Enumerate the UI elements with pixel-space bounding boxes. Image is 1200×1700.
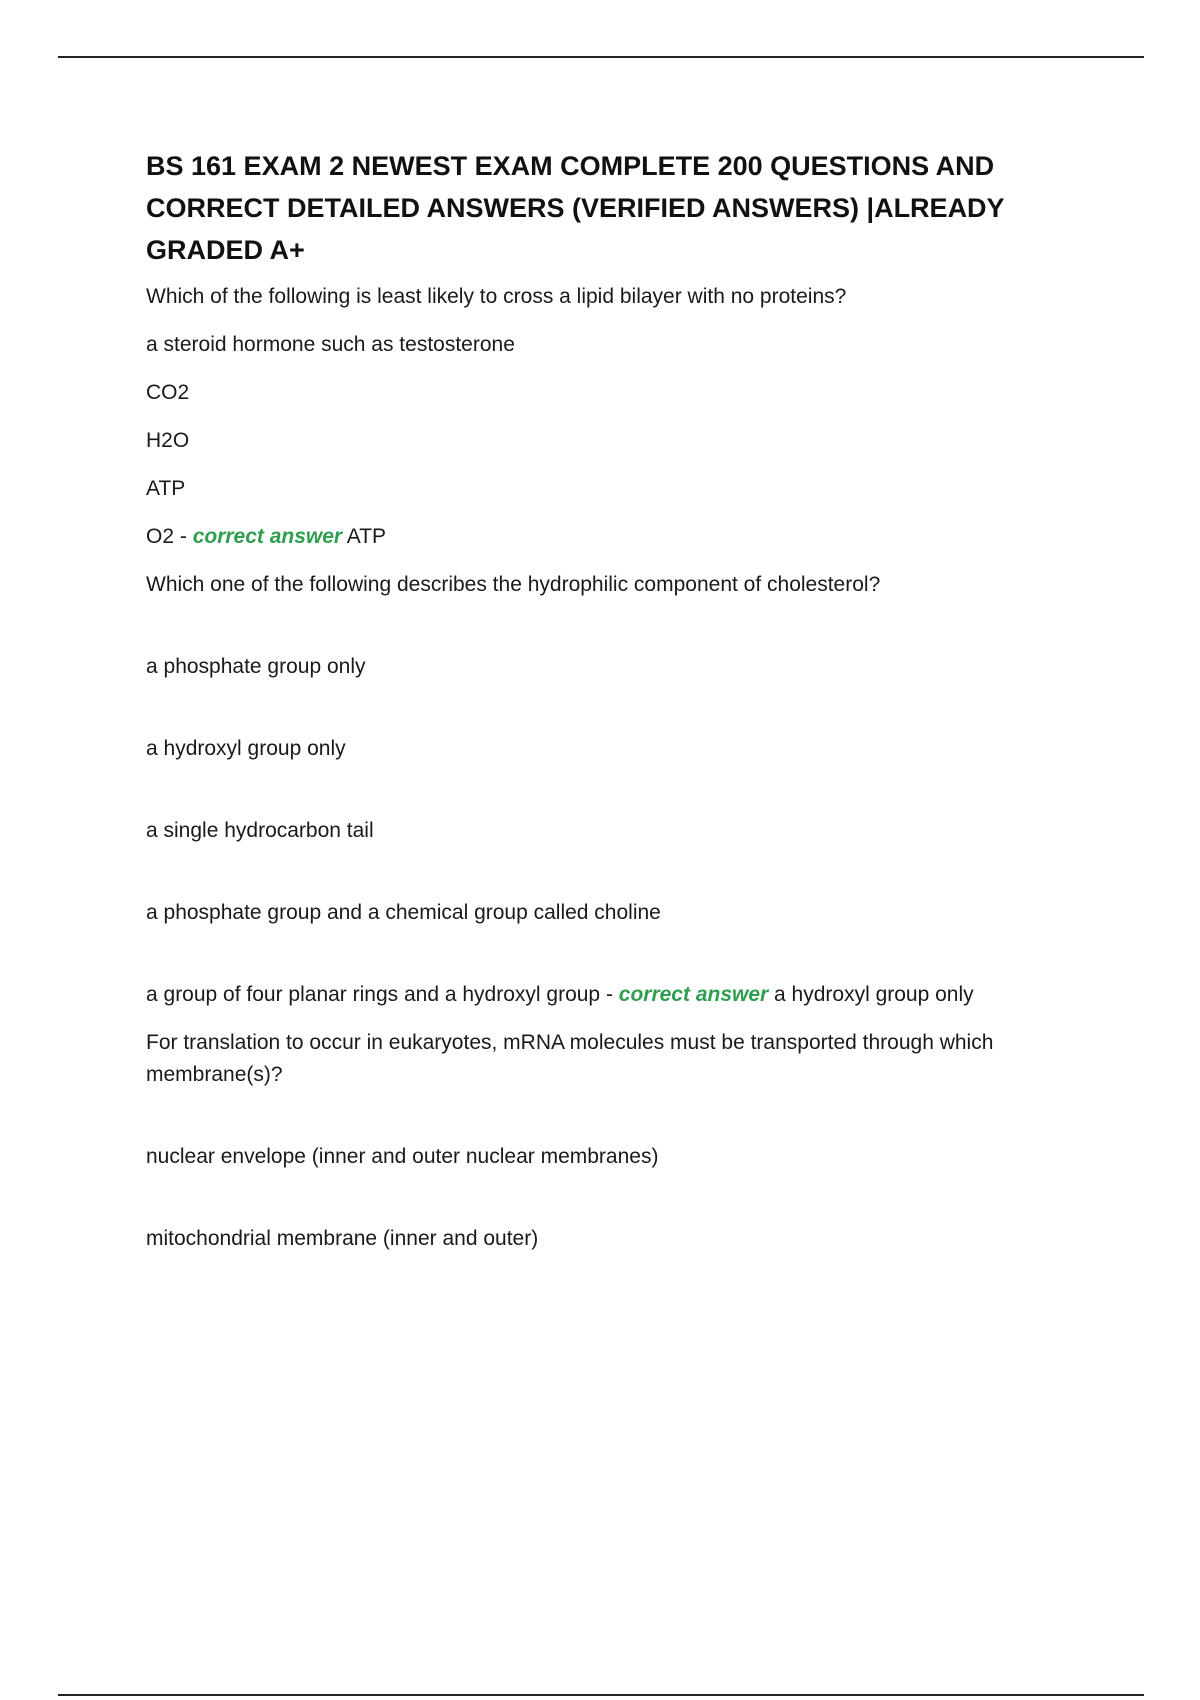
document-title: BS 161 EXAM 2 NEWEST EXAM COMPLETE 200 QUESTIONS AND CORRECT DETAILED ANSWERS (VERIFIED ANSWERS) |ALREADY GRADED A+	[146, 151, 1005, 265]
q3-option-1: nuclear envelope (inner and outer nuclear membranes)	[146, 1145, 659, 1168]
q1-option-5: O2 -	[146, 525, 193, 548]
question-2: Which one of the following describes the hydrophilic component of cholesterol?	[146, 573, 881, 596]
question-1: Which of the following is least likely to cross a lipid bilayer with no proteins?	[146, 285, 847, 308]
q1-option-4: ATP	[146, 477, 186, 500]
q3-option-2: mitochondrial membrane (inner and outer)	[146, 1227, 539, 1250]
q1-answer: ATP	[342, 525, 387, 548]
q2-option-2: a hydroxyl group only	[146, 737, 346, 760]
q2-option-1: a phosphate group only	[146, 655, 366, 678]
q1-correct-label: correct answer	[192, 525, 343, 548]
q1-answer-line	[146, 521, 1066, 553]
footer-rule	[58, 1694, 1144, 1696]
q2-option-4: a phosphate group and a chemical group called choline	[146, 901, 661, 924]
q2-answer: a hydroxyl group only	[768, 983, 974, 1006]
document-body	[146, 145, 1066, 1271]
question-3: For translation to occur in eukaryotes, mRNA molecules must be transported through which membrane(s)?	[146, 1031, 994, 1086]
q1-option-2: CO2	[146, 381, 190, 404]
header-rule	[58, 56, 1144, 58]
q2-correct-label: correct answer	[618, 983, 769, 1006]
q2-answer-line	[146, 979, 1066, 1011]
q2-option-3: a single hydrocarbon tail	[146, 819, 374, 842]
q1-option-3: H2O	[146, 429, 190, 452]
q1-option-1: a steroid hormone such as testosterone	[146, 333, 515, 356]
q2-option-5: a group of four planar rings and a hydroxyl group -	[146, 983, 619, 1006]
